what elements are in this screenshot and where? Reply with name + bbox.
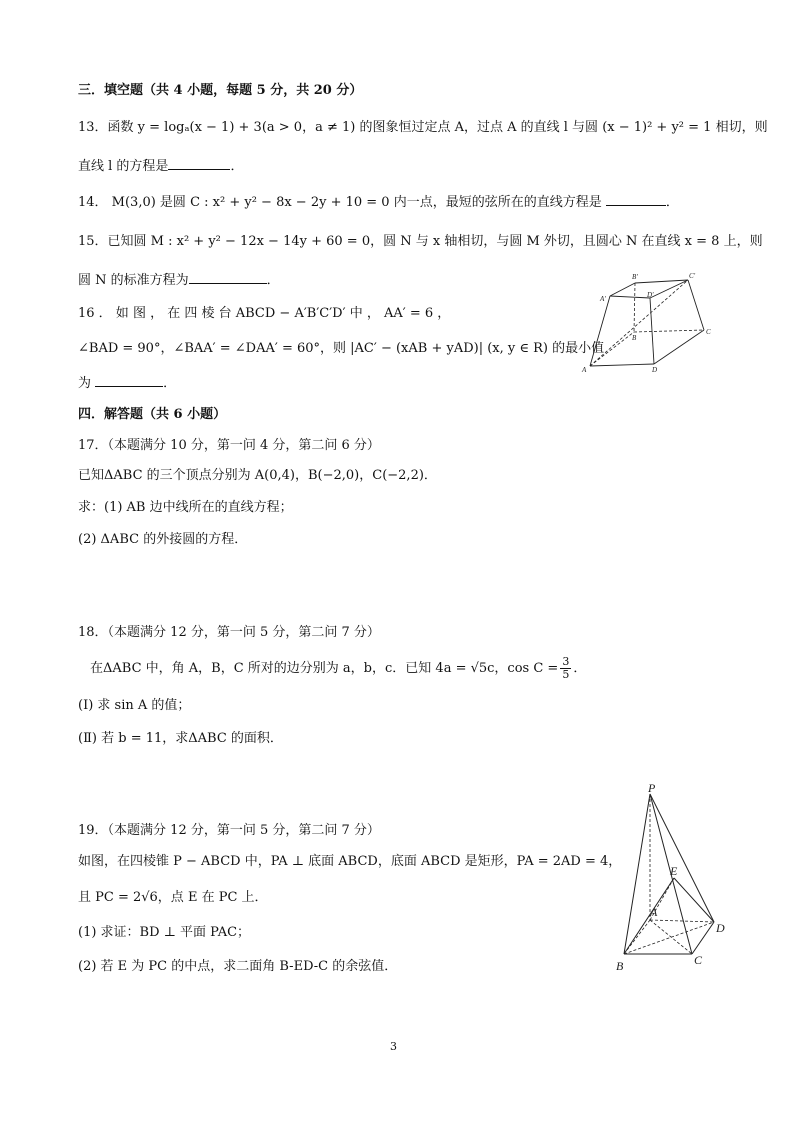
edge	[654, 330, 704, 364]
q19-line3: (1) 求证：BD ⊥ 平面 PAC；	[78, 925, 251, 940]
q15-line1: 15．已知圆 M : x² + y² − 12x − 14y + 60 = 0，圆 N 与 x 轴相切，与圆 M 外切，且圆心 N 在直线 x = 8 上，则	[78, 234, 763, 249]
label-c: C	[706, 328, 711, 336]
q19-line2: 且 PC = 2√6，点 E 在 PC 上．	[78, 890, 268, 905]
answer-blank	[189, 271, 267, 284]
hidden-edge-ac	[650, 920, 692, 954]
q16-line3-text: 为	[78, 376, 92, 391]
edge	[610, 296, 650, 298]
q18-title: 18．（本题满分 12 分，第一问 5 分，第二问 7 分）	[78, 625, 380, 640]
q13-line2-text: 直线 l 的方程是	[78, 159, 169, 174]
edge-ed	[674, 878, 714, 922]
label-c1: C'	[689, 272, 696, 280]
hidden-edge	[634, 283, 635, 332]
hidden-edge	[590, 332, 634, 366]
hidden-edge	[590, 280, 688, 366]
frustum-figure	[578, 268, 718, 378]
q17-title: 17．（本题满分 10 分，第一问 4 分，第二问 6 分）	[78, 438, 380, 453]
q19-line1: 如图，在四棱锥 P − ABCD 中，PA ⊥ 底面 ABCD，底面 ABCD 是矩形，PA = 2AD = 4，	[78, 854, 622, 869]
label-b1: B'	[632, 273, 638, 281]
q16-line1: 16 ． 如 图 ， 在 四 棱 台 ABCD − A′B′C′D′ 中 ， AA′ = 6 ，	[78, 306, 451, 321]
q17-line3: (2) ΔABC 的外接圆的方程．	[78, 532, 248, 547]
q16-line2: ∠BAD = 90°，∠BAA′ = ∠DAA′ = 60°，则 |AC′ − (xAB + yAD)| (x, y ∈ R) 的最小值	[78, 341, 605, 356]
edge-pb	[624, 794, 650, 954]
q18-line3: (Ⅱ) 若 b = 11，求ΔABC 的面积．	[78, 731, 283, 746]
edge	[635, 280, 688, 283]
answer-blank	[95, 374, 163, 387]
edge	[650, 298, 654, 364]
section-answer-header: 四．解答题（共 6 小题）	[78, 407, 227, 422]
edge	[688, 280, 704, 330]
q19-line4: (2) 若 E 为 PC 的中点，求二面角 B-ED-C 的余弦值．	[78, 959, 398, 974]
fraction	[560, 656, 571, 681]
hidden-edge-ad	[650, 920, 714, 922]
q18-line1-text: 在ΔABC 中，角 A，B，C 所对的边分别为 a，b，c．已知 4a = √5c，cos C =	[90, 661, 559, 676]
edge-cd	[692, 922, 714, 954]
edge	[610, 283, 635, 296]
q18-line2: (Ⅰ) 求 sin A 的值；	[78, 698, 191, 713]
edge-be	[624, 878, 674, 954]
q14-line1: 14． M(3,0) 是圆 C : x² + y² − 8x − 2y + 10 = 0 内一点，最短的弦所在的直线方程是 ．	[78, 195, 679, 210]
label-a: A	[650, 905, 658, 919]
label-a1: A'	[600, 295, 606, 303]
q13-line1: 13．函数 y = logₐ(x − 1) + 3(a > 0，a ≠ 1) 的图象恒过定点 A，过点 A 的直线 l 与圆 (x − 1)² + y² = 1 相切，则	[78, 120, 768, 135]
label-c: C	[694, 953, 703, 967]
edge	[590, 296, 610, 366]
label-b: B	[616, 959, 624, 973]
answer-blank	[606, 193, 666, 206]
hidden-edge-bd	[624, 922, 714, 954]
q17-line1: 已知ΔABC 的三个顶点分别为 A(0,4)，B(−2,0)，C(−2,2)．	[78, 468, 437, 483]
q16-line3: 为 ．	[78, 376, 177, 391]
q15-line2: 圆 N 的标准方程为 ．	[78, 273, 280, 288]
page-number: 3	[390, 1040, 397, 1053]
label-e: E	[670, 864, 678, 878]
fraction-denominator: 5	[562, 668, 570, 681]
answer-blank	[168, 157, 230, 170]
section-fill-header: 三．填空题（共 4 小题，每题 5 分，共 20 分）	[78, 83, 363, 98]
hidden-edge-ba	[624, 920, 650, 954]
label-b: B	[632, 334, 637, 342]
q19-title: 19．（本题满分 12 分，第一问 5 分，第二问 7 分）	[78, 823, 380, 838]
edge-pd	[650, 794, 714, 922]
label-d1: D'	[647, 291, 654, 299]
q14-line1-text: 14． M(3,0) 是圆 C : x² + y² − 8x − 2y + 10 = 0 内一点，最短的弦所在的直线方程是	[78, 195, 602, 210]
label-d: D	[716, 921, 725, 935]
q18-line1: 在ΔABC 中，角 A，B，C 所对的边分别为 a，b，c．已知 4a = √5c，cos C = $\frac{3}{5}$ ．	[90, 655, 587, 681]
hidden-edge	[634, 330, 704, 332]
q13-line2: 直线 l 的方程是 ．	[78, 159, 244, 174]
label-a: A	[582, 366, 587, 374]
q17-line2: 求：(1) AB 边中线所在的直线方程；	[78, 500, 293, 515]
edge	[650, 280, 688, 298]
label-p: P	[648, 782, 656, 795]
pyramid-figure	[612, 782, 742, 982]
label-d: D	[652, 366, 658, 374]
fraction-numerator: 3	[562, 655, 570, 668]
edge	[590, 364, 654, 366]
q15-line2-text: 圆 N 的标准方程为	[78, 273, 189, 288]
